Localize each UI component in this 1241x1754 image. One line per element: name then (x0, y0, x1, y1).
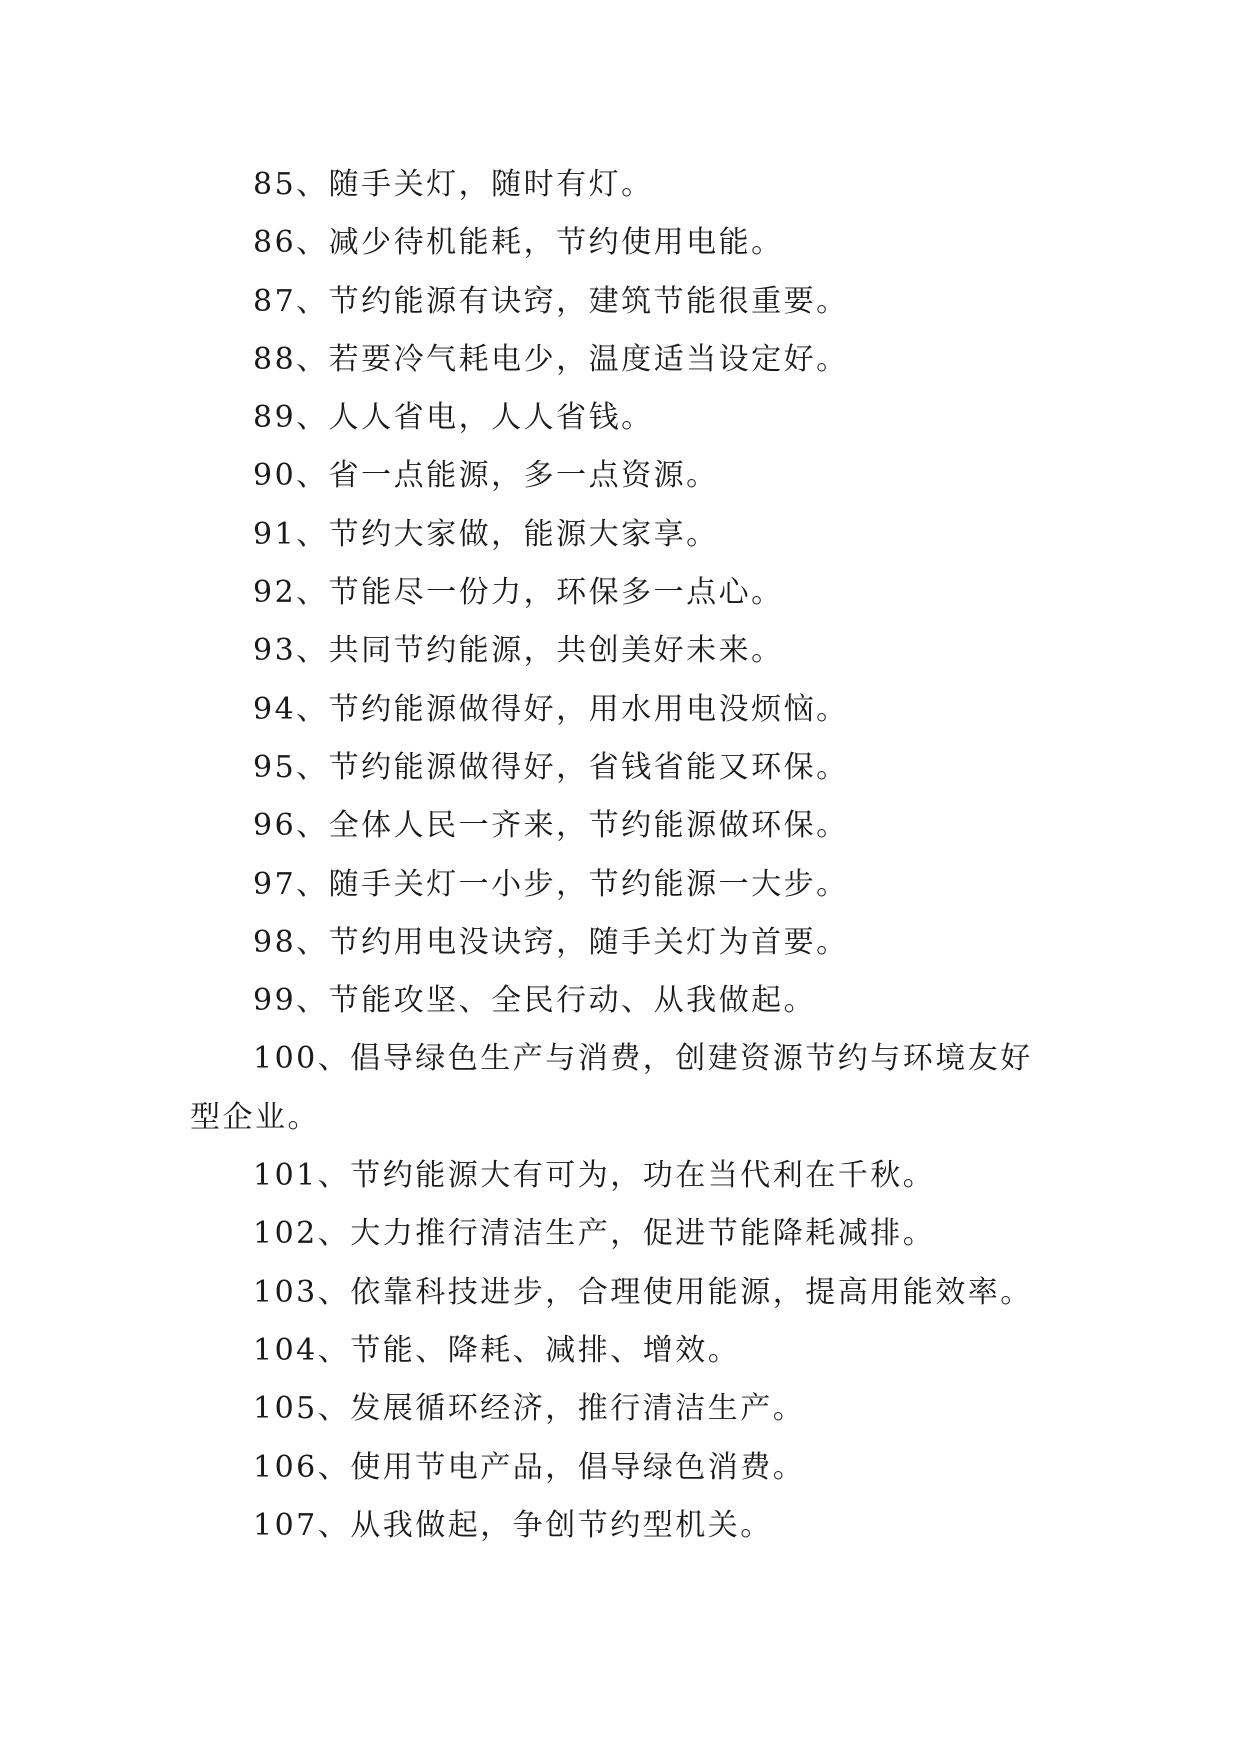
slogan-106: 106、使用节电产品，倡导绿色消费。 (253, 1449, 806, 1485)
slogan-98: 98、节约用电没诀窍，随手关灯为首要。 (253, 924, 849, 960)
slogan-90: 90、省一点能源，多一点资源。 (253, 458, 719, 494)
slogan-94: 94、节约能源做得好，用水用电没烦恼。 (253, 691, 849, 727)
slogan-96: 96、全体人民一齐来，节约能源做环保。 (253, 808, 849, 844)
slogan-93: 93、共同节约能源，共创美好未来。 (253, 633, 784, 669)
slogan-104: 104、节能、降耗、减排、增效。 (253, 1332, 741, 1368)
slogan-102: 102、大力推行清洁生产，促进节能降耗减排。 (253, 1216, 936, 1252)
slogan-86: 86、减少待机能耗，节约使用电能。 (253, 225, 784, 261)
slogan-101: 101、节约能源大有可为，功在当代利在千秋。 (253, 1158, 936, 1194)
slogan-103: 103、依靠科技进步，合理使用能源，提高用能效率。 (253, 1274, 1033, 1310)
slogan-100-continued: 型企业。 (190, 1099, 320, 1135)
slogan-107: 107、从我做起，争创节约型机关。 (253, 1507, 773, 1543)
slogan-87: 87、节约能源有诀窍，建筑节能很重要。 (253, 283, 849, 319)
slogan-88: 88、若要冷气耗电少，温度适当设定好。 (253, 341, 849, 377)
slogan-99: 99、节能攻坚、全民行动、从我做起。 (253, 983, 817, 1019)
slogan-100: 100、倡导绿色生产与消费，创建资源节约与环境友好 (253, 1041, 1033, 1077)
slogan-89: 89、人人省电，人人省钱。 (253, 400, 654, 436)
slogan-91: 91、节约大家做，能源大家享。 (253, 516, 719, 552)
slogan-list (190, 156, 1060, 1555)
slogan-85: 85、随手关灯，随时有灯。 (253, 167, 654, 202)
slogan-95: 95、节约能源做得好，省钱省能又环保。 (253, 749, 849, 785)
slogan-97: 97、随手关灯一小步，节约能源一大步。 (253, 866, 849, 902)
slogan-105: 105、发展循环经济，推行清洁生产。 (253, 1391, 806, 1427)
slogan-92: 92、节能尽一份力，环保多一点心。 (253, 575, 784, 611)
